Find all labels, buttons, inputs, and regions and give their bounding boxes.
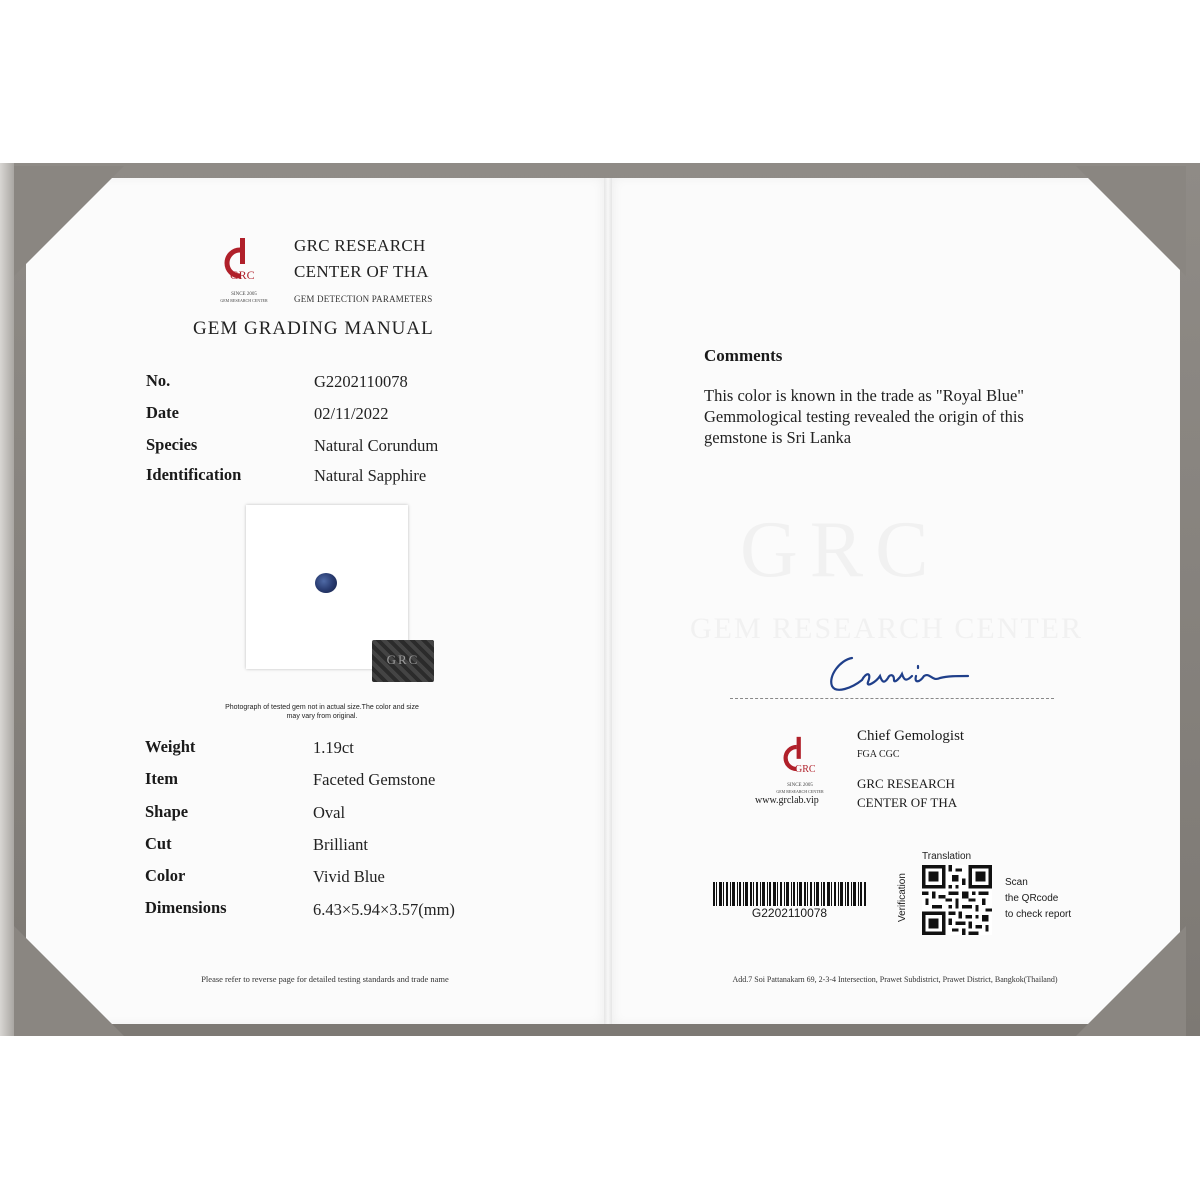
field-label-color: Color [145, 866, 186, 885]
field-value-species: Natural Corundum [314, 436, 439, 455]
signatory-org-line2: CENTER OF THA [857, 795, 958, 810]
field-value-color: Vivid Blue [313, 867, 385, 886]
logo-small-since: SINCE 2005 [787, 783, 813, 788]
corner-holder-top-right [1076, 166, 1186, 276]
field-value-item: Faceted Gemstone [313, 770, 436, 789]
brand-name-line2: CENTER OF THA [294, 262, 429, 281]
watermark-grc: GRC [740, 506, 941, 594]
scan-line-3: to check report [1005, 909, 1072, 920]
field-label-shape: Shape [145, 802, 189, 821]
signatory-credentials: FGA CGC [857, 749, 900, 760]
brand-name-line1: GRC RESEARCH [294, 236, 426, 255]
field-label-item: Item [145, 769, 178, 788]
field-label-date: Date [146, 403, 179, 422]
field-value-identification: Natural Sapphire [314, 466, 427, 485]
document-title: GEM GRADING MANUAL [193, 318, 434, 339]
signatory-org-line1: GRC RESEARCH [857, 776, 955, 791]
logo-grc-text: GRC [230, 268, 255, 282]
qr-verification-label: Verification [897, 873, 908, 922]
right-page [608, 178, 1180, 1024]
website-link[interactable]: www.grclab.vip [755, 795, 819, 806]
field-label-weight: Weight [145, 737, 196, 756]
barcode [713, 882, 866, 906]
sapphire-gem-image [315, 573, 337, 593]
field-label-cut: Cut [145, 834, 172, 853]
scan-line-1: Scan [1005, 877, 1028, 888]
field-value-shape: Oval [313, 803, 346, 822]
logo-small-center: GEM RESEARCH CENTER [776, 789, 824, 794]
qr-code[interactable] [921, 865, 993, 935]
brand-subtitle: GEM DETECTION PARAMETERS [294, 294, 433, 304]
qr-translation-label: Translation [922, 851, 972, 862]
footer-note: Please refer to reverse page for detailed testing standards and trade name [201, 974, 449, 984]
corner-holder-bottom-left [14, 926, 124, 1036]
comment-line-1: This color is known in the trade as "Royal Blue" [704, 386, 1025, 405]
hologram-text: GRC [386, 652, 420, 667]
signature-line [730, 698, 1054, 699]
folder-edge [0, 163, 14, 1036]
barcode-number: G2202110078 [751, 906, 828, 920]
comment-line-2: Gemmological testing revealed the origin of this [704, 407, 1024, 426]
field-value-weight: 1.19ct [313, 738, 354, 757]
comments-heading: Comments [704, 346, 783, 365]
page-spine [604, 178, 612, 1024]
comment-line-3: gemstone is Sri Lanka [704, 428, 852, 447]
logo-since: SINCE 2005 [231, 292, 257, 297]
field-value-dimensions: 6.43×5.94×3.57(mm) [313, 900, 455, 919]
scan-line-2: the QRcode [1005, 893, 1059, 904]
signature [822, 642, 972, 698]
photo-caption: Photograph of tested gem not in actual size.The color and size may vary from original. [225, 704, 419, 720]
field-value-no: G2202110078 [314, 372, 408, 391]
field-value-date: 02/11/2022 [314, 404, 389, 423]
corner-holder-top-left [14, 166, 124, 276]
field-label-species: Species [146, 435, 198, 454]
field-label-identification: Identification [146, 465, 242, 484]
signatory-title: Chief Gemologist [857, 728, 965, 744]
logo-small-grc-text: GRC [795, 764, 816, 775]
field-label-dimensions: Dimensions [145, 898, 227, 917]
field-value-cut: Brilliant [313, 835, 368, 854]
lab-address: Add.7 Soi Pattanakarn 69, 2-3-4 Intersection, Prawet Subdistrict, Prawet District, Bangkok(Thailand) [732, 975, 1058, 984]
watermark-gem-research-center: GEM RESEARCH CENTER [690, 612, 1084, 645]
field-label-no: No. [146, 371, 171, 390]
logo-center: GEM RESEARCH CENTER [220, 298, 268, 303]
